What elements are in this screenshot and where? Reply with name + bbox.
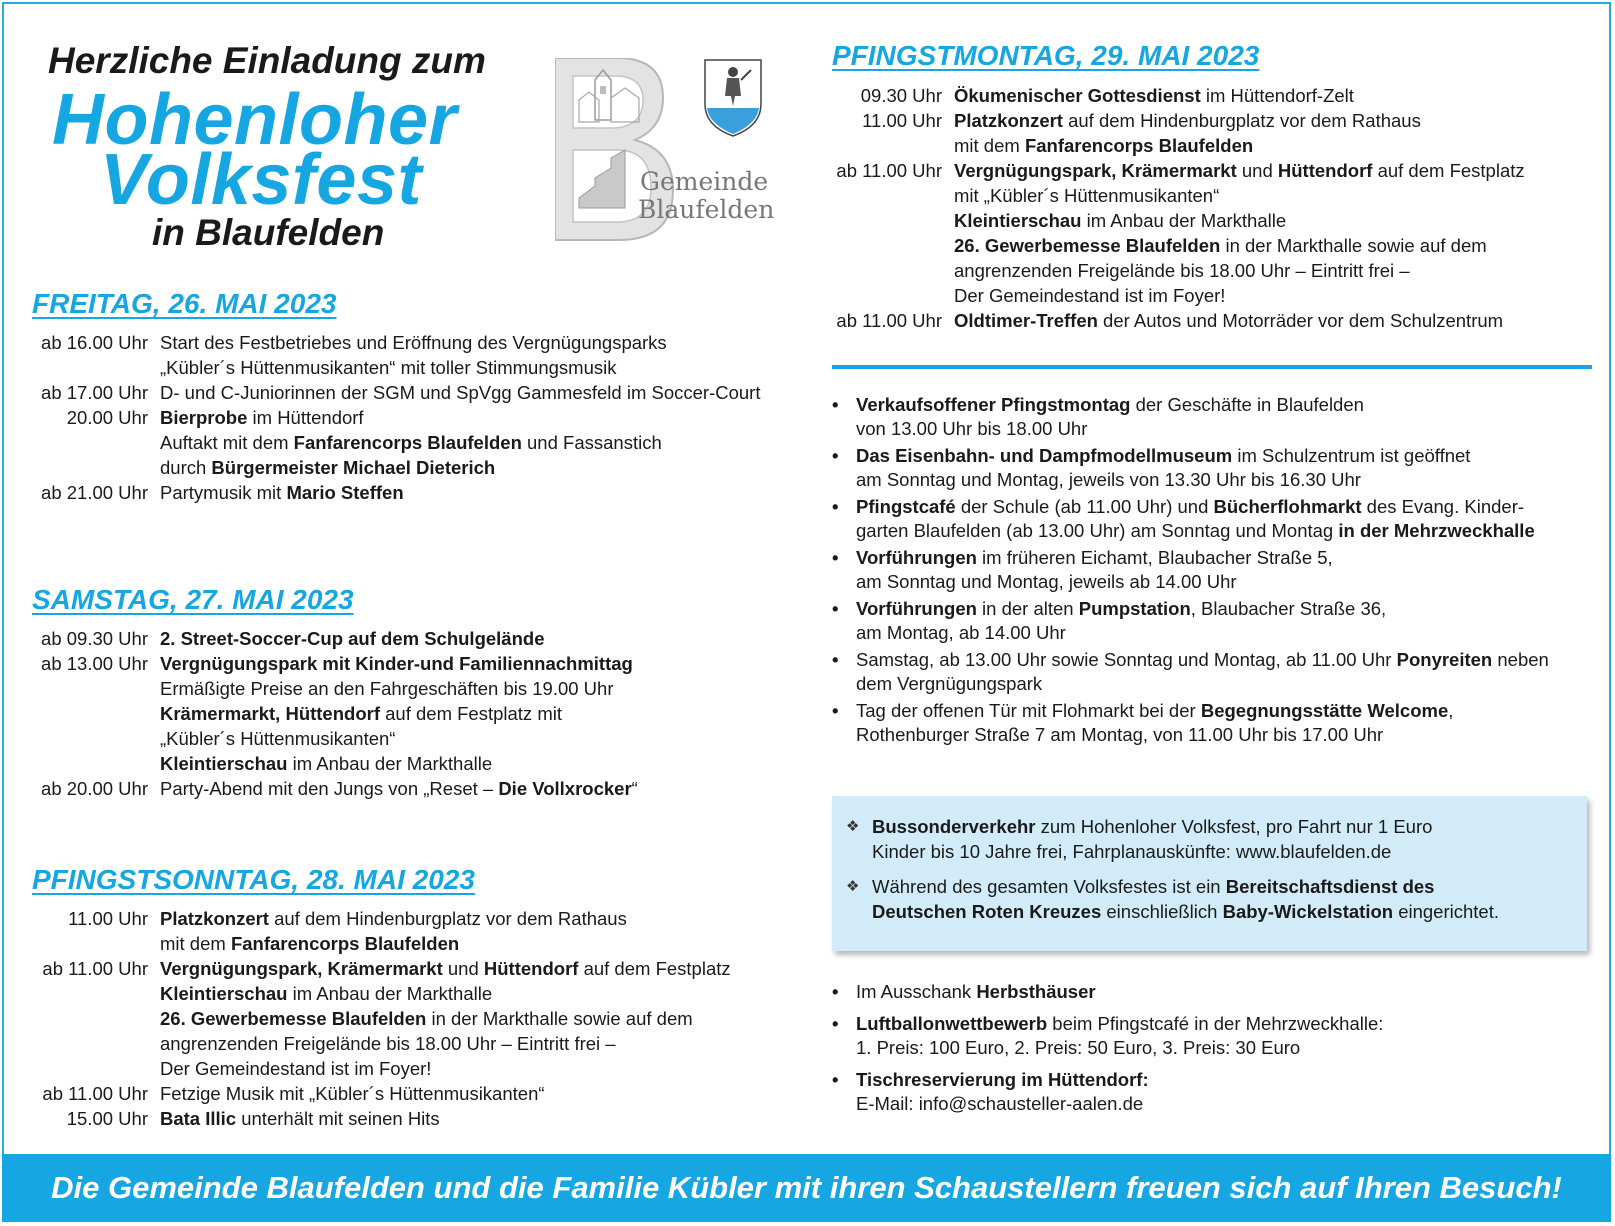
- bullet-item: [832, 980, 1592, 1004]
- bullet-item: [832, 546, 1592, 594]
- schedule-description: [160, 956, 731, 981]
- bullet-highlight: Pumpstation: [1078, 598, 1191, 619]
- schedule-description: [954, 258, 1410, 283]
- diamond-bullet-icon: ❖: [846, 818, 860, 835]
- desc-highlight: Platzkonzert: [160, 908, 269, 929]
- bullet-text: Tag der offenen Tür mit Flohmarkt bei der: [856, 700, 1201, 721]
- schedule-row: [28, 626, 808, 651]
- desc-text: Fetzige Musik mit „Kübler´s Hüttenmusikanten“: [160, 1083, 545, 1104]
- extra-bullet-list: [832, 980, 1592, 1124]
- desc-text: im Anbau der Markthalle: [287, 983, 493, 1004]
- schedule-description: [954, 133, 1253, 158]
- schedule-time: ab 11.00 Uhr: [42, 1083, 148, 1104]
- bullet-item: [832, 495, 1592, 543]
- desc-text: in der Markthalle sowie auf dem: [1220, 235, 1487, 256]
- bullet-text: von 13.00 Uhr bis 18.00 Uhr: [856, 418, 1088, 439]
- desc-text: angrenzenden Freigelände bis 18.00 Uhr – Eintritt frei –: [160, 1033, 616, 1054]
- bullet-highlight: Pfingstcafé: [856, 496, 956, 517]
- schedule-row: [28, 1081, 808, 1106]
- bullet-item: [832, 699, 1592, 747]
- schedule-description: [160, 405, 364, 430]
- desc-text: auf dem Festplatz: [1372, 160, 1525, 181]
- bullet-text: im Schulzentrum ist geöffnet: [1232, 445, 1471, 466]
- bullet-line: [856, 597, 1592, 621]
- schedule-row: [28, 405, 808, 430]
- schedule-row: [28, 480, 808, 505]
- schedule-row: [28, 676, 808, 701]
- schedule-row: [822, 183, 1602, 208]
- desc-text: Der Gemeindestand ist im Foyer!: [954, 285, 1226, 306]
- schedule-time: ab 11.00 Uhr: [836, 160, 942, 181]
- bullet-text: am Sonntag und Montag, jeweils ab 14.00 Uhr: [856, 571, 1237, 592]
- diamond-bullet-icon: ❖: [846, 878, 860, 895]
- desc-highlight: Mario Steffen: [286, 482, 404, 503]
- desc-text: Start des Festbetriebes und Eröffnung des Vergnügungsparks: [160, 332, 667, 353]
- bullet-text: beim Pfingstcafé in der Mehrzweckhalle:: [1047, 1013, 1384, 1034]
- bullet-text: dem Vergnügungspark: [856, 673, 1043, 694]
- schedule-description: [160, 676, 614, 701]
- schedule-description: [160, 626, 544, 651]
- schedule-description: [160, 651, 633, 676]
- schedule-time: 11.00 Uhr: [68, 908, 148, 929]
- schedule-time: ab 11.00 Uhr: [836, 310, 942, 331]
- schedule-row: [822, 158, 1602, 183]
- bullet-text: garten Blaufelden (ab 13.00 Uhr) am Sonntag und Montag: [856, 520, 1339, 541]
- desc-highlight: Bierprobe: [160, 407, 248, 428]
- bullet-text: , Blaubacher Straße 36,: [1190, 598, 1387, 619]
- title-line-1: Hohenloher: [52, 80, 458, 160]
- bullet-highlight: Herbsthäuser: [976, 981, 1096, 1002]
- schedule-row: [28, 751, 808, 776]
- schedule-description: [954, 183, 1219, 208]
- info-bullet-list: [832, 393, 1592, 750]
- schedule-description: [160, 1106, 440, 1131]
- saturday-schedule: [28, 626, 808, 801]
- info-text: Kinder bis 10 Jahre frei, Fahrplanauskünfte: www.blaufelden.de: [872, 841, 1392, 862]
- bullet-highlight: Ponyreiten: [1396, 649, 1493, 670]
- desc-highlight: Oldtimer-Treffen: [954, 310, 1098, 331]
- schedule-description: [160, 701, 562, 726]
- bullet-item: [832, 597, 1592, 645]
- bullet-text: in der alten: [976, 598, 1079, 619]
- schedule-time: ab 09.30 Uhr: [41, 628, 148, 649]
- bullet-line: [856, 699, 1592, 723]
- schedule-description: [160, 380, 760, 405]
- bullet-line: [856, 648, 1592, 672]
- desc-text: und: [442, 958, 484, 979]
- desc-highlight: Fanfarencorps Blaufelden: [1024, 135, 1254, 156]
- schedule-time: 20.00 Uhr: [66, 407, 148, 428]
- schedule-row: [822, 83, 1602, 108]
- schedule-description: [160, 931, 459, 956]
- schedule-description: [160, 1031, 616, 1056]
- logo-text-blaufelden: Blaufelden: [638, 195, 775, 224]
- desc-text: in der Markthalle sowie auf dem: [426, 1008, 693, 1029]
- bullet-dot-icon: •: [832, 496, 839, 517]
- monday-schedule: [822, 83, 1602, 333]
- schedule-row: [28, 651, 808, 676]
- bullet-line: [856, 393, 1592, 417]
- desc-text: der Autos und Motorräder vor dem Schulzentrum: [1097, 310, 1504, 331]
- desc-text: im Anbau der Markthalle: [287, 753, 493, 774]
- schedule-description: [954, 308, 1503, 333]
- info-text: Während des gesamten Volksfestes ist ein: [872, 876, 1226, 897]
- schedule-description: [160, 455, 495, 480]
- schedule-row: [28, 776, 808, 801]
- bullet-item: [832, 393, 1592, 441]
- desc-text: im Hüttendorf: [247, 407, 364, 428]
- schedule-row: [822, 108, 1602, 133]
- bullet-highlight: Bücherflohmarkt: [1213, 496, 1362, 517]
- schedule-time: 09.30 Uhr: [860, 85, 942, 106]
- desc-highlight: Krämermarkt, Hüttendorf: [160, 703, 380, 724]
- bullet-text: des Evang. Kinder-: [1361, 496, 1525, 517]
- monday-heading: PFINGSTMONTAG, 29. MAI 2023: [832, 40, 1260, 71]
- schedule-row: [28, 906, 808, 931]
- info-text: einschließlich: [1101, 901, 1223, 922]
- bullet-line: [856, 672, 1592, 696]
- schedule-description: [160, 1081, 545, 1106]
- schedule-row: [28, 1056, 808, 1081]
- schedule-description: [954, 108, 1421, 133]
- bullet-text: am Sonntag und Montag, jeweils von 13.30 Uhr bis 16.30 Uhr: [856, 469, 1361, 490]
- desc-highlight: 2. Street-Soccer-Cup auf dem Schulgelände: [160, 628, 545, 649]
- bullet-highlight: Tischreservierung im Hüttendorf:: [856, 1069, 1149, 1090]
- schedule-description: [160, 776, 638, 801]
- desc-text: „Kübler´s Hüttenmusikanten“ mit toller Stimmungsmusik: [160, 357, 617, 378]
- bullet-dot-icon: •: [832, 981, 839, 1002]
- desc-text: Ermäßigte Preise an den Fahrgeschäften bis 19.00 Uhr: [160, 678, 614, 699]
- schedule-row: [28, 455, 808, 480]
- bullet-line: [856, 980, 1592, 1004]
- bullet-dot-icon: •: [832, 649, 839, 670]
- schedule-row: [822, 208, 1602, 233]
- desc-highlight: Vergnügungspark, Krämermarkt: [160, 958, 443, 979]
- schedule-time: ab 17.00 Uhr: [41, 382, 148, 403]
- desc-highlight: Ökumenischer Gottesdienst: [954, 85, 1201, 106]
- desc-highlight: Hüttendorf: [1277, 160, 1373, 181]
- desc-highlight: Vergnügungspark, Krämermarkt: [954, 160, 1237, 181]
- schedule-description: [160, 355, 616, 380]
- schedule-description: [160, 906, 627, 931]
- schedule-description: [954, 283, 1225, 308]
- desc-highlight: Fanfarencorps Blaufelden: [293, 432, 522, 453]
- schedule-row: [28, 1031, 808, 1056]
- schedule-row: [822, 258, 1602, 283]
- schedule-row: [28, 380, 808, 405]
- desc-highlight: Hüttendorf: [483, 958, 579, 979]
- bullet-text: im früheren Eichamt, Blaubacher Straße 5,: [976, 547, 1333, 568]
- desc-text: angrenzenden Freigelände bis 18.00 Uhr – Eintritt frei –: [954, 260, 1410, 281]
- bullet-dot-icon: •: [832, 547, 839, 568]
- desc-text: “: [631, 778, 638, 799]
- bullet-text: E-Mail: info@schausteller-aalen.de: [856, 1093, 1144, 1114]
- schedule-row: [28, 981, 808, 1006]
- bullet-highlight: Begegnungsstätte Welcome: [1200, 700, 1449, 721]
- desc-highlight: Die Vollxrocker: [498, 778, 632, 799]
- schedule-time: ab 16.00 Uhr: [41, 332, 148, 353]
- desc-highlight: Bata Illic: [160, 1108, 237, 1129]
- bullet-line: [856, 468, 1592, 492]
- bullet-line: [856, 1036, 1592, 1060]
- schedule-row: [822, 308, 1602, 333]
- desc-highlight: Vergnügungspark mit Kinder-und Familiennachmittag: [160, 653, 633, 674]
- bullet-highlight: Luftballonwettbewerb: [856, 1013, 1048, 1034]
- schedule-row: [822, 233, 1602, 258]
- bullet-item: [832, 444, 1592, 492]
- section-divider: [832, 365, 1592, 369]
- schedule-description: [160, 480, 404, 505]
- desc-highlight: Kleintierschau: [160, 983, 288, 1004]
- bullet-line: [856, 1068, 1592, 1092]
- desc-highlight: 26. Gewerbemesse Blaufelden: [954, 235, 1221, 256]
- info-text: eingerichtet.: [1393, 901, 1499, 922]
- desc-text: auf dem Hindenburgplatz vor dem Rathaus: [1062, 110, 1421, 131]
- schedule-row: [28, 355, 808, 380]
- desc-text: im Hüttendorf-Zelt: [1200, 85, 1354, 106]
- schedule-time: ab 13.00 Uhr: [41, 653, 148, 674]
- bullet-text: der Geschäfte in Blaufelden: [1130, 394, 1364, 415]
- saturday-heading: SAMSTAG, 27. MAI 2023: [32, 584, 354, 615]
- bullet-text: 1. Preis: 100 Euro, 2. Preis: 50 Euro, 3. Preis: 30 Euro: [856, 1037, 1301, 1058]
- schedule-description: [954, 83, 1354, 108]
- bullet-highlight: Das Eisenbahn- und Dampfmodellmuseum: [856, 445, 1233, 466]
- bullet-item: [832, 1012, 1592, 1060]
- desc-highlight: Platzkonzert: [954, 110, 1063, 131]
- footer-banner: [2, 1154, 1611, 1222]
- bullet-text: ,: [1448, 700, 1454, 721]
- desc-text: unterhält mit seinen Hits: [236, 1108, 440, 1129]
- bullet-line: [856, 519, 1592, 543]
- schedule-time: 11.00 Uhr: [862, 110, 942, 131]
- bullet-dot-icon: •: [832, 598, 839, 619]
- bullet-dot-icon: •: [832, 1069, 839, 1090]
- schedule-description: [160, 1006, 693, 1031]
- sunday-schedule: [28, 906, 808, 1131]
- schedule-description: [160, 330, 667, 355]
- desc-text: mit „Kübler´s Hüttenmusikanten“: [954, 185, 1220, 206]
- schedule-row: [28, 1006, 808, 1031]
- info-highlight: Deutschen Roten Kreuzes: [872, 901, 1102, 922]
- schedule-description: [954, 233, 1487, 258]
- logo-text-gemeinde: Gemeinde: [640, 167, 769, 196]
- bullet-line: [856, 495, 1592, 519]
- desc-text: durch: [160, 457, 212, 478]
- schedule-description: [160, 1056, 431, 1081]
- sunday-heading: PFINGSTSONNTAG, 28. MAI 2023: [32, 864, 475, 895]
- desc-text: Auftakt mit dem: [160, 432, 294, 453]
- footer-text: Die Gemeinde Blaufelden und die Familie Kübler mit ihren Schaustellern freuen sich auf Ihren Besuch!: [51, 1170, 1562, 1205]
- schedule-description: [160, 981, 492, 1006]
- friday-heading: FREITAG, 26. MAI 2023: [32, 288, 337, 319]
- bullet-text: Im Ausschank: [856, 981, 977, 1002]
- schedule-description: [954, 158, 1525, 183]
- desc-highlight: Kleintierschau: [954, 210, 1082, 231]
- bullet-highlight: Vorführungen: [856, 547, 977, 568]
- bullet-line: [856, 723, 1592, 747]
- info-text: zum Hohenloher Volksfest, pro Fahrt nur 1 Euro: [1035, 816, 1433, 837]
- schedule-row: [28, 330, 808, 355]
- schedule-time: ab 20.00 Uhr: [41, 778, 148, 799]
- info-highlight: Baby-Wickelstation: [1222, 901, 1394, 922]
- schedule-description: [160, 726, 395, 751]
- title-line-2: Volksfest: [100, 140, 422, 220]
- desc-highlight: Kleintierschau: [160, 753, 288, 774]
- bullet-line: [856, 570, 1592, 594]
- desc-text: auf dem Festplatz mit: [380, 703, 562, 724]
- bullet-dot-icon: •: [832, 1013, 839, 1034]
- desc-text: D- und C-Juniorinnen der SGM und SpVgg Gammesfeld im Soccer-Court: [160, 382, 761, 403]
- bullet-text: neben: [1492, 649, 1549, 670]
- schedule-row: [28, 1106, 808, 1131]
- schedule-row: [28, 701, 808, 726]
- schedule-time: 15.00 Uhr: [66, 1108, 148, 1129]
- desc-highlight: Fanfarencorps Blaufelden: [230, 933, 460, 954]
- desc-text: auf dem Festplatz: [578, 958, 731, 979]
- bullet-text: Samstag, ab 13.00 Uhr sowie Sonntag und Montag, ab 11.00 Uhr: [856, 649, 1397, 670]
- bullet-highlight: in der Mehrzweckhalle: [1338, 520, 1535, 541]
- invite-line: Herzliche Einladung zum: [48, 40, 486, 81]
- subtitle: in Blaufelden: [152, 212, 385, 253]
- schedule-row: [28, 931, 808, 956]
- bullet-item: [832, 648, 1592, 696]
- schedule-row: [28, 430, 808, 455]
- schedule-description: [954, 208, 1286, 233]
- desc-text: mit dem: [954, 135, 1025, 156]
- bullet-text: der Schule (ab 11.00 Uhr) und: [955, 496, 1214, 517]
- schedule-time: ab 11.00 Uhr: [42, 958, 148, 979]
- desc-highlight: 26. Gewerbemesse Blaufelden: [160, 1008, 427, 1029]
- desc-text: mit dem: [160, 933, 231, 954]
- schedule-row: [28, 956, 808, 981]
- bullet-item: [832, 1068, 1592, 1116]
- bullet-line: [856, 444, 1592, 468]
- info-highlight: Bereitschaftsdienst des: [1225, 876, 1435, 897]
- desc-text: Partymusik mit: [160, 482, 287, 503]
- desc-text: auf dem Hindenburgplatz vor dem Rathaus: [268, 908, 627, 929]
- bullet-text: Rothenburger Straße 7 am Montag, von 11.00 Uhr bis 17.00 Uhr: [856, 724, 1384, 745]
- desc-text: „Kübler´s Hüttenmusikanten“: [160, 728, 396, 749]
- desc-text: und Fassanstich: [521, 432, 662, 453]
- schedule-description: [160, 430, 662, 455]
- schedule-row: [822, 133, 1602, 158]
- schedule-row: [822, 283, 1602, 308]
- bullet-dot-icon: •: [832, 445, 839, 466]
- friday-schedule: [28, 330, 808, 505]
- bullet-line: [856, 546, 1592, 570]
- schedule-row: [28, 726, 808, 751]
- bullet-text: am Montag, ab 14.00 Uhr: [856, 622, 1066, 643]
- bullet-line: [856, 621, 1592, 645]
- schedule-description: [160, 751, 492, 776]
- desc-text: Party-Abend mit den Jungs von „Reset –: [160, 778, 499, 799]
- bullet-line: [856, 417, 1592, 441]
- desc-text: Der Gemeindestand ist im Foyer!: [160, 1058, 432, 1079]
- bullet-highlight: Verkaufsoffener Pfingstmontag: [856, 394, 1131, 415]
- bullet-highlight: Vorführungen: [856, 598, 977, 619]
- desc-text: und: [1236, 160, 1278, 181]
- desc-text: im Anbau der Markthalle: [1081, 210, 1287, 231]
- info-highlight: Bussonderverkehr: [872, 816, 1036, 837]
- bullet-line: [856, 1012, 1592, 1036]
- bullet-dot-icon: •: [832, 700, 839, 721]
- bullet-dot-icon: •: [832, 394, 839, 415]
- desc-highlight: Bürgermeister Michael Dieterich: [211, 457, 496, 478]
- bullet-line: [856, 1092, 1592, 1116]
- schedule-time: ab 21.00 Uhr: [41, 482, 148, 503]
- service-info-box: [832, 796, 1587, 951]
